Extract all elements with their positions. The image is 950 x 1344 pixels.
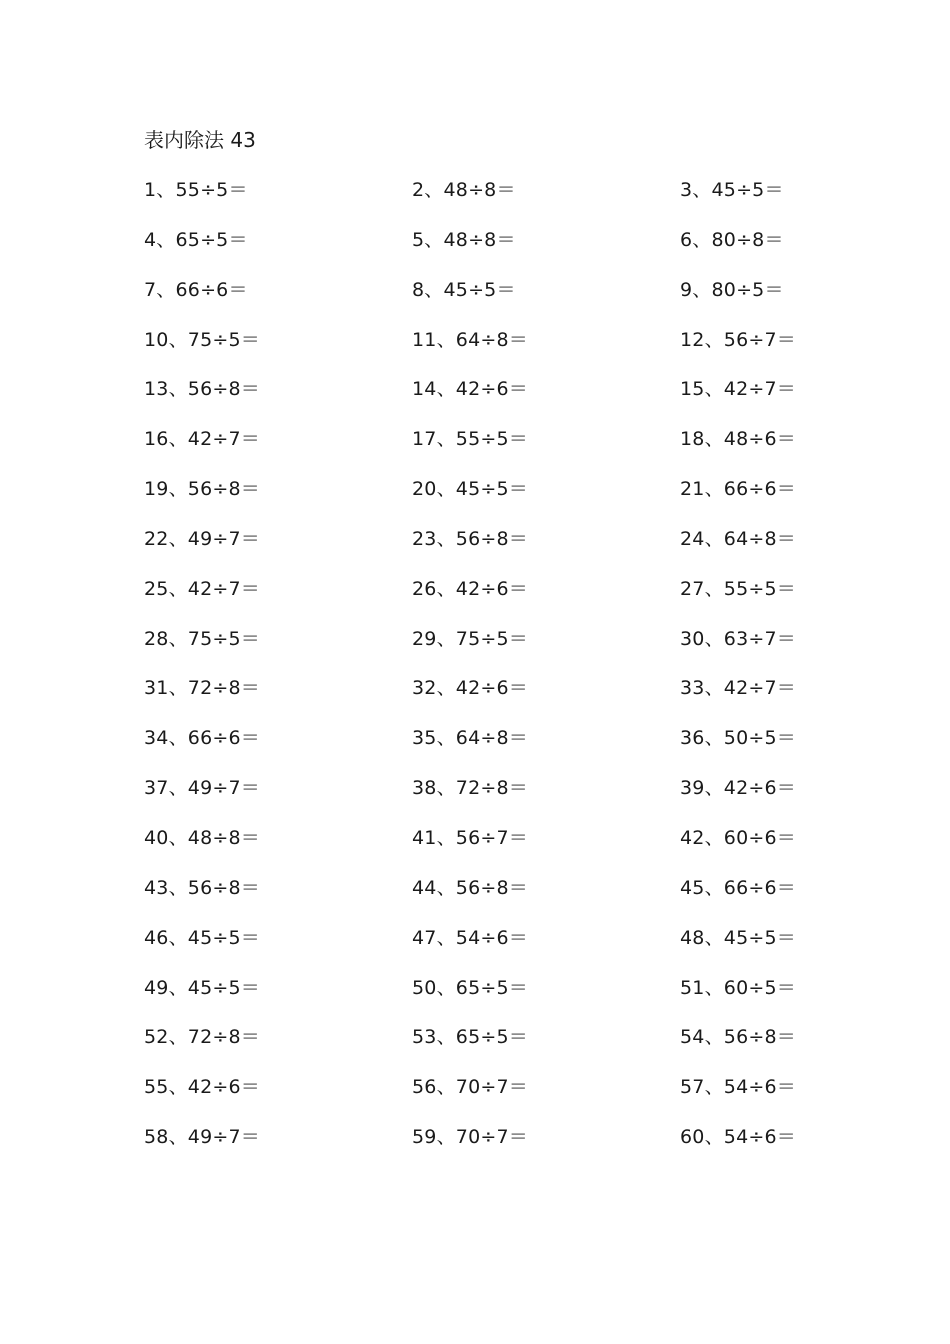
problem-item: 10、75÷5＝ bbox=[144, 328, 260, 351]
problem-item: 59、70÷7＝ bbox=[412, 1126, 528, 1149]
worksheet-title: 表内除法 43 bbox=[144, 128, 256, 152]
problem-item: 42、60÷6＝ bbox=[680, 826, 796, 849]
problem-item: 29、75÷5＝ bbox=[412, 627, 528, 650]
problem-item: 58、49÷7＝ bbox=[144, 1126, 260, 1149]
problem-item: 7、66÷6＝ bbox=[144, 278, 248, 301]
problem-item: 44、56÷8＝ bbox=[412, 876, 528, 899]
problem-item: 8、45÷5＝ bbox=[412, 278, 516, 301]
problem-item: 55、42÷6＝ bbox=[144, 1076, 260, 1099]
problem-item: 57、54÷6＝ bbox=[680, 1076, 796, 1099]
problem-item: 38、72÷8＝ bbox=[412, 777, 528, 800]
problem-item: 49、45÷5＝ bbox=[144, 976, 260, 999]
problem-item: 22、49÷7＝ bbox=[144, 527, 260, 550]
problem-grid bbox=[144, 176, 844, 1173]
problem-item: 31、72÷8＝ bbox=[144, 677, 260, 700]
problem-item: 21、66÷6＝ bbox=[680, 478, 796, 501]
problem-item: 51、60÷5＝ bbox=[680, 976, 796, 999]
problem-item: 23、56÷8＝ bbox=[412, 527, 528, 550]
problem-item: 13、56÷8＝ bbox=[144, 378, 260, 401]
problem-item: 30、63÷7＝ bbox=[680, 627, 796, 650]
problem-item: 39、42÷6＝ bbox=[680, 777, 796, 800]
problem-item: 36、50÷5＝ bbox=[680, 727, 796, 750]
problem-item: 48、45÷5＝ bbox=[680, 926, 796, 949]
problem-item: 19、56÷8＝ bbox=[144, 478, 260, 501]
problem-item: 26、42÷6＝ bbox=[412, 577, 528, 600]
problem-item: 41、56÷7＝ bbox=[412, 826, 528, 849]
problem-item: 12、56÷7＝ bbox=[680, 328, 796, 351]
problem-item: 18、48÷6＝ bbox=[680, 428, 796, 451]
problem-item: 20、45÷5＝ bbox=[412, 478, 528, 501]
problem-item: 15、42÷7＝ bbox=[680, 378, 796, 401]
problem-item: 46、45÷5＝ bbox=[144, 926, 260, 949]
problem-item: 14、42÷6＝ bbox=[412, 378, 528, 401]
problem-item: 25、42÷7＝ bbox=[144, 577, 260, 600]
problem-item: 43、56÷8＝ bbox=[144, 876, 260, 899]
problem-item: 5、48÷8＝ bbox=[412, 228, 516, 251]
problem-item: 50、65÷5＝ bbox=[412, 976, 528, 999]
problem-item: 40、48÷8＝ bbox=[144, 826, 260, 849]
problem-item: 60、54÷6＝ bbox=[680, 1126, 796, 1149]
problem-item: 2、48÷8＝ bbox=[412, 179, 516, 201]
problem-item: 11、64÷8＝ bbox=[412, 328, 528, 351]
problem-item: 28、75÷5＝ bbox=[144, 627, 260, 650]
problem-item: 6、80÷8＝ bbox=[680, 228, 784, 251]
problem-item: 53、65÷5＝ bbox=[412, 1026, 528, 1049]
problem-item: 47、54÷6＝ bbox=[412, 926, 528, 949]
problem-item: 16、42÷7＝ bbox=[144, 428, 260, 451]
problem-item: 56、70÷7＝ bbox=[412, 1076, 528, 1099]
problem-item: 3、45÷5＝ bbox=[680, 179, 784, 201]
problem-item: 9、80÷5＝ bbox=[680, 278, 784, 301]
problem-item: 37、49÷7＝ bbox=[144, 777, 260, 800]
problem-item: 32、42÷6＝ bbox=[412, 677, 528, 700]
problem-item: 17、55÷5＝ bbox=[412, 428, 528, 451]
problem-item: 4、65÷5＝ bbox=[144, 228, 248, 251]
problem-item: 27、55÷5＝ bbox=[680, 577, 796, 600]
problem-item: 54、56÷8＝ bbox=[680, 1026, 796, 1049]
problem-item: 33、42÷7＝ bbox=[680, 677, 796, 700]
problem-item: 34、66÷6＝ bbox=[144, 727, 260, 750]
problem-item: 35、64÷8＝ bbox=[412, 727, 528, 750]
problem-item: 24、64÷8＝ bbox=[680, 527, 796, 550]
problem-item: 52、72÷8＝ bbox=[144, 1026, 260, 1049]
problem-item: 45、66÷6＝ bbox=[680, 876, 796, 899]
problem-item: 1、55÷5＝ bbox=[144, 179, 248, 201]
